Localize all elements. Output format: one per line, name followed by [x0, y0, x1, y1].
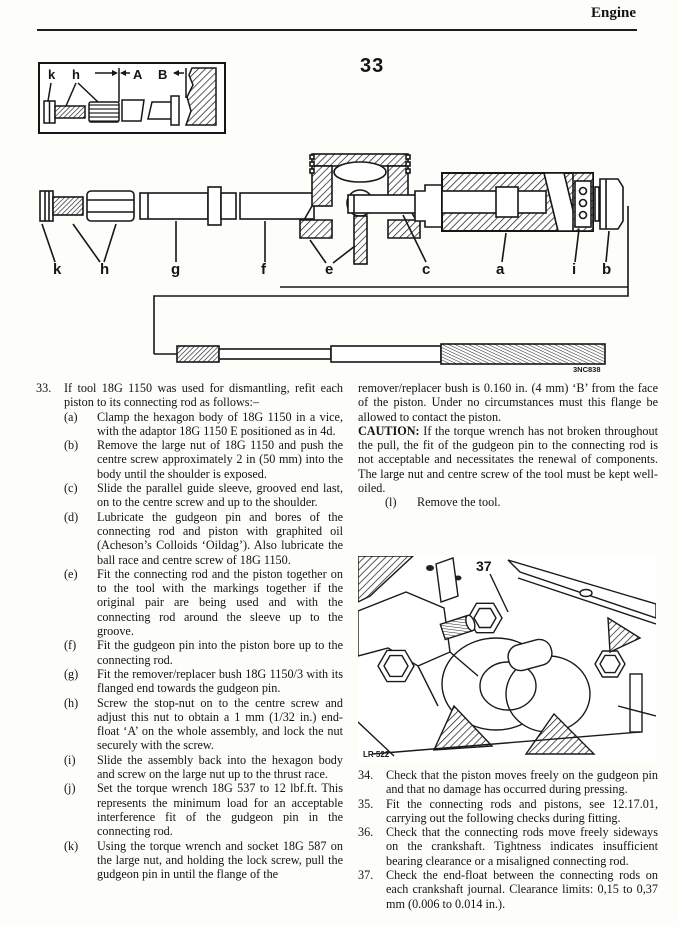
step-text: Slide the assembly back into the hexagon body and screw on the large nut up to the thrust race.: [97, 752, 343, 782]
step-b: [64, 438, 343, 481]
instruction-36: [358, 825, 658, 868]
figure-37-code: LR 522: [363, 750, 390, 759]
step-h: [64, 696, 343, 753]
item-number: 36.: [358, 825, 374, 840]
inset-label-k: k: [48, 67, 56, 82]
item-text: Check that the piston moves freely on the gudgeon pin and that no damage has occurred during pressing.: [386, 768, 658, 797]
adaptor-drawing: [415, 185, 442, 227]
right-column-text: [358, 381, 658, 510]
step-text: Set the torque wrench 18G 537 to 12 lbf.ft. This represents the minimum load for an acceptable interference fit of the gudgeon pin in the connecting rod.: [97, 781, 343, 839]
step-text: Fit the remover/replacer bush 18G 1150/3 with its flanged end towards the gudgeon pin.: [97, 666, 343, 696]
step-e: [64, 567, 343, 638]
part-label-a: a: [496, 261, 505, 278]
step-letter: (f): [64, 638, 77, 653]
centre-screw-drawing: [154, 344, 605, 364]
caution-label: CAUTION:: [358, 423, 420, 438]
inset-bolt-k: [44, 101, 85, 123]
inset-label-h: h: [72, 67, 80, 82]
figure-33-number: 33: [360, 55, 385, 77]
step-letter: (g): [64, 666, 79, 681]
figure-37-illustration: [358, 556, 656, 762]
step-letter: (c): [64, 481, 78, 496]
crankcase-drawing: [358, 556, 656, 762]
sleeve-f-drawing: [240, 193, 314, 219]
step-letter: (k): [64, 838, 79, 853]
step-k-continuation: remover/replacer bush is 0.160 in. (4 mm) ‘B’ from the face of the piston. Under no circumstances must this flange be allowed to contact the piston.: [358, 381, 658, 424]
step-letter: (i): [64, 752, 76, 767]
step-k: [64, 839, 343, 882]
item-intro: If tool 18G 1150 was used for dismantling, refit each piston to its connecting rod as follows:–: [64, 381, 343, 410]
right-column-items: [358, 768, 658, 911]
instruction-33: [36, 381, 343, 410]
part-label-i: i: [572, 261, 577, 278]
step-text: Using the torque wrench and socket 18G 587 on the large nut, and holding the lock screw, pull the gudgeon pin in until the flange of the: [97, 838, 343, 882]
nut-h-drawing: [87, 191, 134, 221]
step-text: Remove the tool.: [417, 495, 501, 510]
item-text: Check the end-float between the connecting rods on each crankshaft journal. Clearance limits: 0,15 to 0,37 mm (0.006 to 0.014 in.).: [386, 868, 658, 911]
item-number: 34.: [358, 768, 374, 782]
caution-paragraph: [358, 424, 658, 495]
step-l: [385, 495, 658, 509]
caution-text: If the torque wrench has not broken throughout the pull, the fit of the gudgeon pin to the connecting rod is not acceptable and necessitates the renewal of components. The large nut and centre screw of the tool must be kept well-oiled.: [358, 423, 658, 496]
header-rule: [37, 29, 637, 31]
step-c: [64, 481, 343, 510]
item-text: Check that the connecting rods move freely sideways on the crankshaft. Tightness indicates insufficient bearing clearance or a misaligned connecting rod.: [386, 825, 658, 868]
item-number: 35.: [358, 796, 374, 811]
thrust-race-i-drawing: [575, 181, 599, 227]
inset-label-A: A: [133, 67, 143, 82]
figure-37-callout: 37: [476, 558, 492, 574]
part-label-g: g: [171, 261, 181, 278]
inset-label-B: B: [158, 67, 168, 82]
step-g: [64, 667, 343, 696]
step-a: [64, 410, 343, 439]
inset-drawing: [40, 64, 220, 128]
bolt-k-drawing: [40, 191, 83, 221]
step-letter: (e): [64, 566, 78, 581]
sleeve-g-drawing: [140, 187, 236, 225]
step-text: Slide the parallel guide sleeve, grooved end last, on to the centre screw and up to the shoulder.: [97, 481, 343, 510]
part-label-f: f: [261, 261, 266, 278]
page-title: Engine: [590, 5, 636, 21]
step-f: [64, 638, 343, 667]
inset-piston-wall: [186, 68, 216, 125]
bearing-cap-bolt-right: [595, 651, 625, 677]
figure-33-code: 3NC838: [573, 365, 601, 374]
item-number: 37.: [358, 868, 374, 883]
part-label-c: c: [422, 261, 431, 278]
step-text: Remove the large nut of 18G 1150 and push the centre screw approximately 2 in (50 mm) into the body until the shoulder is exposed.: [97, 438, 343, 481]
step-letter: (h): [64, 695, 79, 710]
instruction-34: [358, 768, 658, 797]
part-label-h: h: [100, 261, 110, 278]
item-text: Fit the connecting rods and pistons, see 12.17.01, carrying out the following checks during fitting.: [386, 796, 658, 825]
part-label-k: k: [53, 261, 62, 278]
step-letter: (d): [64, 509, 79, 524]
body-a-drawing: [442, 173, 593, 231]
step-j: [64, 781, 343, 838]
step-text: Fit the connecting rod and the piston together on to the tool with the markings together if the original pair are being used and with the connecting rod around the sleeve up to the groove.: [97, 566, 343, 639]
step-letter: (b): [64, 438, 79, 453]
step-letter: (j): [64, 781, 76, 796]
figure-33-inset: [38, 62, 226, 134]
step-letter: (l): [385, 495, 397, 510]
instruction-37: [358, 868, 658, 911]
figure-33-diagram: [28, 142, 668, 376]
step-text: Clamp the hexagon body of 18G 1150 in a vice, with the adaptor 18G 1150 E positioned as in 4d.: [97, 409, 343, 438]
item-number: 33.: [36, 381, 52, 395]
step-text: Screw the stop-nut on to the centre screw and adjust this nut to obtain a 1 mm (1/32 in.) end-float ‘A’ on the whole assembly, and lock the nut securely with the screw.: [97, 695, 343, 753]
step-i: [64, 753, 343, 782]
step-text: Lubricate the gudgeon pin and bores of the connecting rod and piston with graphited oil (Acheson’s Colloids ‘Oildag’). Also lubricate the ball race and centre screw of 18G 1150.: [97, 509, 343, 567]
step-d: [64, 510, 343, 567]
part-label-e: e: [325, 261, 334, 278]
part-label-b: b: [602, 261, 612, 278]
inset-nut-h: [89, 102, 119, 122]
instruction-35: [358, 797, 658, 826]
left-column: [36, 381, 343, 881]
step-letter: (a): [64, 409, 78, 424]
large-nut-b-drawing: [600, 179, 623, 229]
step-text: Fit the gudgeon pin into the piston bore up to the connecting rod.: [97, 638, 343, 667]
exploded-tool-drawing: [28, 142, 668, 376]
